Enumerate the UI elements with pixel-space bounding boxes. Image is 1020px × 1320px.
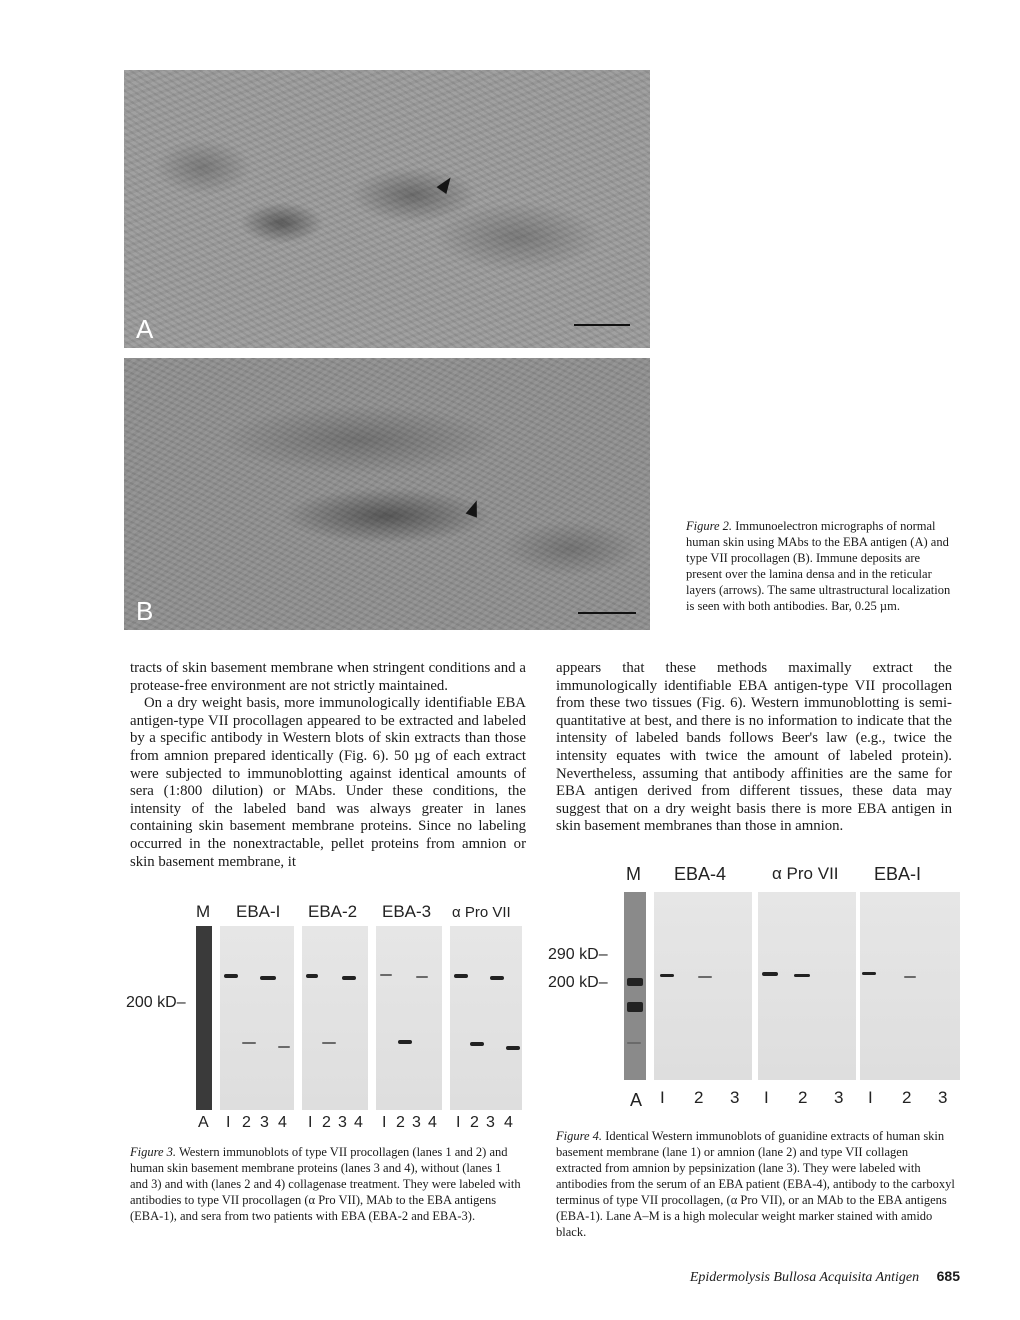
running-title: Epidermolysis Bullosa Acquisita Antigen [689,1270,920,1285]
lane-number: I [868,1088,873,1107]
mw-label-200: 200 kD– [548,974,608,991]
lane-number: 4 [504,1114,513,1131]
lane-number: I [456,1114,461,1131]
band [278,1046,290,1048]
lane-number: 2 [322,1114,331,1131]
marker-label: M [626,864,641,884]
group-label-eba4: EBA-4 [674,864,727,884]
caption-text: Immunoelectron micrographs of normal human skin using MAbs to the EBA antigen (A) and type VII procollagen (B). Immune deposits are present over the lamina densa and in the reticular layers (arrows). The same ultrastructural localization is seen with both antibodies. Bar, 0.25 µm. [686,519,951,613]
lane-number: 4 [428,1114,437,1131]
lane-number: 3 [260,1114,269,1131]
page-number: 685 [936,1268,960,1284]
caption-label: Figure 4. [556,1129,603,1143]
lane-number: I [764,1088,769,1107]
group-label-apro: α Pro VII [452,904,511,921]
scale-bar [578,612,636,614]
figure3-blot [124,896,534,1136]
band [470,1042,484,1046]
lane-number: I [660,1088,665,1107]
lane-number: 2 [694,1088,704,1107]
panel-label-a: A [136,314,154,344]
lane-number: 3 [338,1114,347,1131]
band [306,974,318,978]
group-label-eba1: EBA-I [236,902,281,921]
paragraph: On a dry weight basis, more immunologically identifiable EBA antigen-type VII procollagen appeared to be extracted and labeled by a specific antibody in Western blots of skin extracts than those from amnion prepared identically (Fig. 6). 50 µg of each extract were subjected to immunoblotting against identical amounts of sera (1:800 dilution) or MAbs. Under these conditions, the intensity of the labeled band was always greater in lanes containing skin basement membrane proteins. Since no labeling occurred in the nonextractable, pellet proteins from amnion or skin basement membrane, it [130,695,526,870]
group-label-eba2: EBA-2 [308,902,358,921]
lane-number: I [226,1114,231,1131]
blot-group-eba4 [654,892,752,1080]
figure4-caption [556,1128,956,1240]
band [627,1042,641,1044]
band [260,976,276,980]
band [660,974,674,977]
lane-number: 3 [412,1114,421,1131]
blot-group-eba1 [220,926,294,1110]
band [698,976,712,978]
band [862,972,876,975]
band [490,976,504,980]
group-label-apro: α Pro VII [772,864,839,883]
band [416,976,428,978]
lane-number: I [308,1114,313,1131]
lane-number: 2 [798,1088,808,1107]
band [242,1042,256,1044]
lane-number: 3 [938,1088,948,1107]
blot-group-apro [450,926,522,1110]
lane-number: 3 [730,1088,740,1107]
band [224,974,238,978]
body-column-left [130,660,526,871]
scale-bar [574,324,630,326]
marker-label: M [196,902,211,921]
panel-label-b: B [136,596,154,626]
lane-number: 2 [242,1114,251,1131]
band [322,1042,336,1044]
mw-label-290: 290 kD– [548,946,608,963]
marker-lane [196,926,212,1110]
paragraph: appears that these methods maximally extract the immunologically identifiable EBA antigen-type VII procollagen from these two tissues (Fig. 6). Western immunoblotting is semi-quantitative at best, and there is no information to indicate that the intensity of labeled bands follows Beer's law (e.g., twice the intensity equates with twice the amount of labeled protein). Nevertheless, assuming that antibody affinities are the same for EBA antigen derived from different tissues, these data may suggest that on a dry weight basis there is more EBA antigen in skin basement membranes than those in amnion. [556,660,952,835]
blot-group-eba1 [860,892,960,1080]
lane-number: 3 [486,1114,495,1131]
lane-number: 4 [354,1114,363,1131]
caption-text: Identical Western immunoblots of guanidine extracts of human skin basement membrane (lane 1) or amnion (lane 2) and type VII collagen extracted from amnion by pepsinization (lane 3). They were labeled with antibodies from the serum of an EBA patient (EBA-4), antibody to the carboxyl terminus of type VII procollagen, (α Pro VII), or an MAb to the EBA antigens (EBA-1). Lane A–M is a high molecular weight marker stained with amido black. [556,1129,955,1239]
blot-group-eba2 [302,926,368,1110]
band [380,974,392,976]
lane-number: 2 [470,1114,479,1131]
group-label-eba3: EBA-3 [382,902,432,921]
arrow-icon [436,174,455,194]
band [398,1040,412,1044]
body-column-right [556,660,952,836]
figure3-caption [130,1144,522,1224]
band [904,976,916,978]
lane-number: 4 [278,1114,287,1131]
page-footer [600,1268,960,1286]
figure2-caption [686,518,954,614]
band [342,976,356,980]
lane-number: I [382,1114,387,1131]
figure2-panel-a [124,70,650,348]
paragraph: tracts of skin basement membrane when stringent conditions and a protease-free environment are not strictly maintained. [130,660,526,694]
lane-label-a: A [630,1090,643,1110]
caption-label: Figure 3. [130,1145,177,1159]
arrow-icon [466,498,483,517]
band [627,978,643,986]
blot-group-eba3 [376,926,442,1110]
marker-lane [624,892,646,1080]
figure2-panel-b [124,358,650,630]
caption-label: Figure 2. [686,519,733,533]
band [762,972,778,976]
band [627,1002,643,1012]
mw-label: 200 kD– [126,994,186,1011]
group-label-eba1: EBA-I [874,864,922,884]
figure4-blot [550,864,970,1114]
lane-label-a: A [198,1114,209,1131]
band [506,1046,520,1050]
band [794,974,810,977]
lane-number: 3 [834,1088,844,1107]
caption-text: Western immunoblots of type VII procollagen (lanes 1 and 2) and human skin basement membrane proteins (lanes 3 and 4), without (lanes 1 and 3) and with (lanes 2 and 4) collagenase treatment. They were labeled with antibodies to type VII procollagen (α Pro VII), MAb to the EBA antigens (EBA-1), and sera from two patients with EBA (EBA-2 and EBA-3). [130,1145,521,1223]
band [454,974,468,978]
lane-number: 2 [396,1114,405,1131]
blot-group-apro [758,892,856,1080]
lane-number: 2 [902,1088,912,1107]
